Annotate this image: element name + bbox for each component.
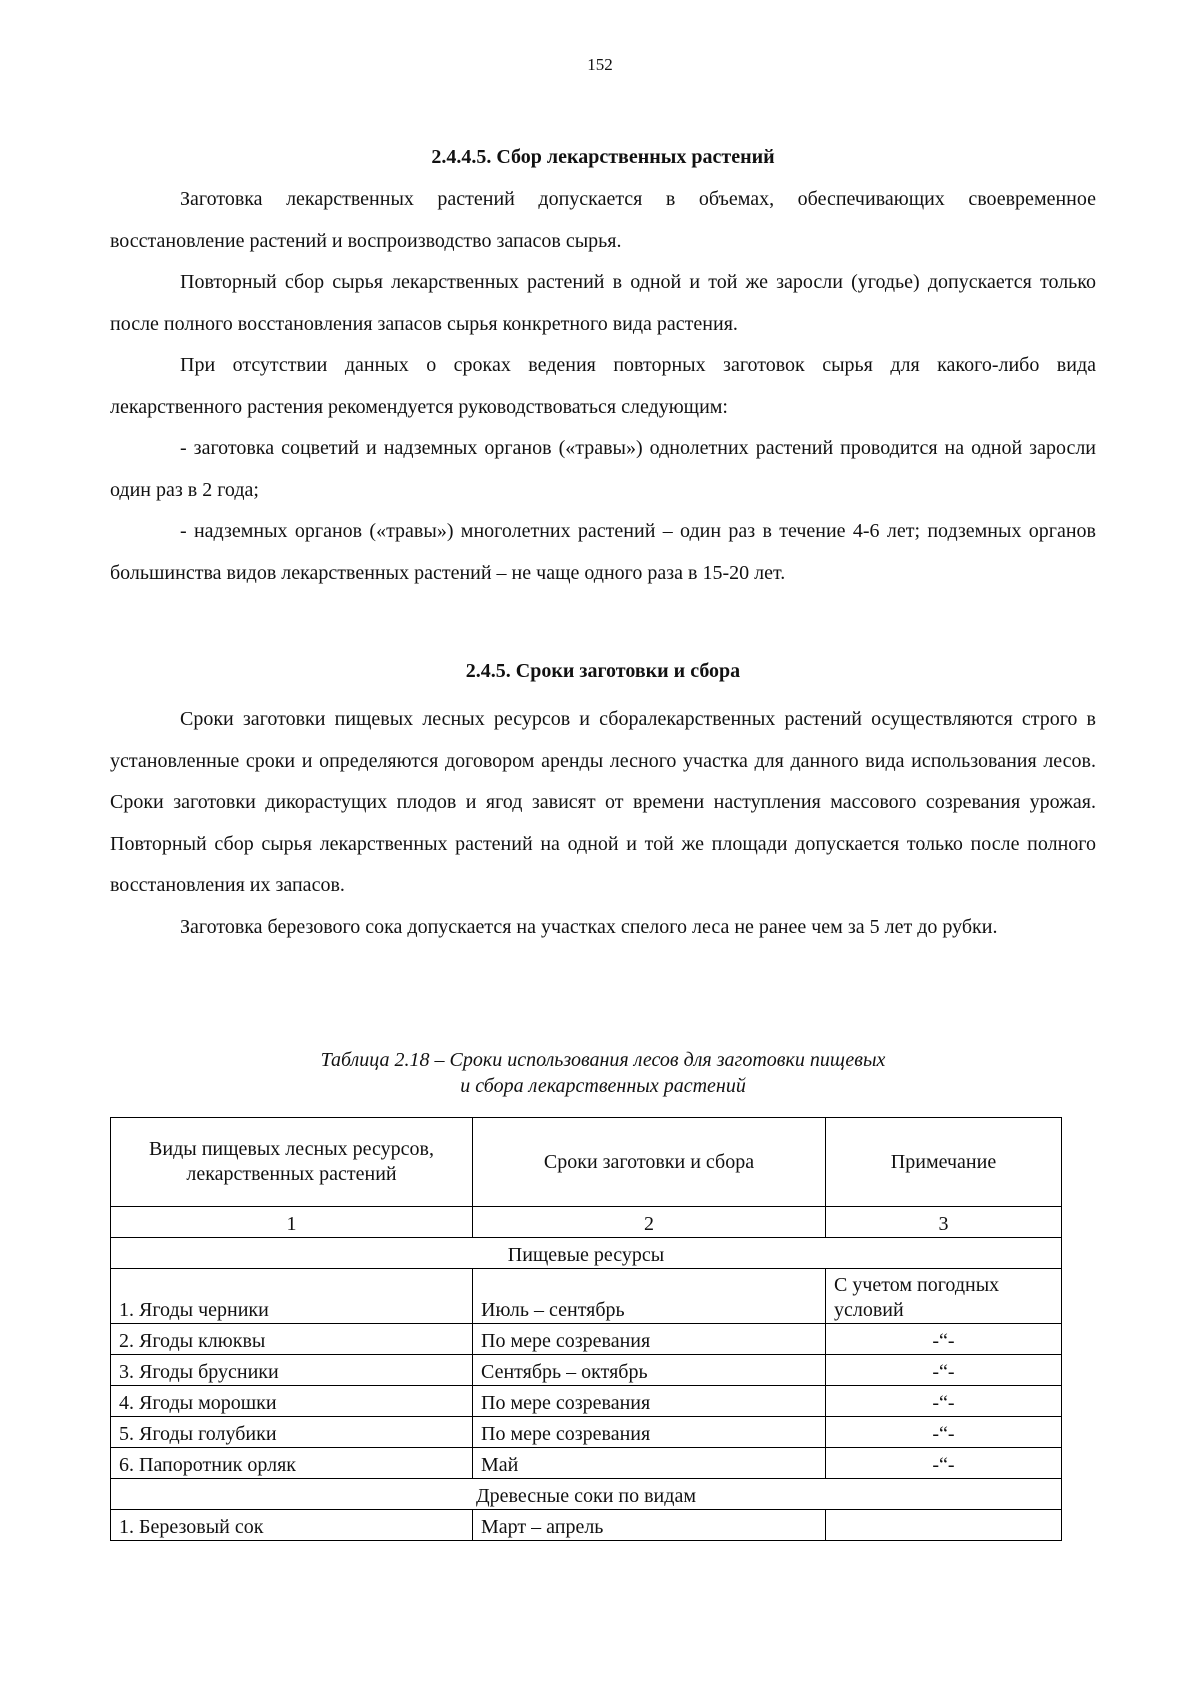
section-heading-collection: 2.4.4.5. Сбор лекарственных растений [431, 146, 775, 168]
table-row [111, 1417, 1062, 1448]
note [826, 1510, 1062, 1541]
note: -“- [826, 1355, 1062, 1386]
paragraph: Сроки заготовки пищевых лесных ресурсов и сборалекарственных растений осуществляются строго в установленные сроки и определяются договором аренды лесного участка для данного вида использования лесов. Сроки заготовки дикорастущих плодов и ягод зависят от времени наступления массового созревания урожая. Повторный сбор сырья лекарственных растений на одной и той же площади допускается только после полного восстановления их запасов. [110, 708, 1096, 896]
resource-name: 3. Ягоды брусники [111, 1355, 473, 1386]
note: -“- [826, 1386, 1062, 1417]
resource-name: 1. Березовый сок [111, 1510, 473, 1541]
table-row [111, 1386, 1062, 1417]
resource-name: 2. Ягоды клюквы [111, 1324, 473, 1355]
note: -“- [826, 1324, 1062, 1355]
paragraph: При отсутствии данных о сроках ведения повторных заготовок сырья для какого-либо вида лекарственного растения рекомендуется руководствоваться следующим: [110, 354, 1096, 418]
paragraph: - заготовка соцветий и надземных органов («травы») однолетних растений проводится на одной заросли один раз в 2 года; [110, 437, 1096, 501]
harvest-period: По мере созревания [473, 1324, 826, 1355]
group-row [111, 1479, 1062, 1510]
harvest-period: По мере созревания [473, 1386, 826, 1417]
harvest-period: Июль – сентябрь [473, 1269, 826, 1324]
section-heading-terms: 2.4.5. Сроки заготовки и сбора [465, 660, 741, 682]
paragraph: Заготовка березового сока допускается на участках спелого леса не ранее чем за 5 лет до рубки. [180, 915, 998, 938]
table-row [111, 1324, 1062, 1355]
harvest-period: По мере созревания [473, 1417, 826, 1448]
table-row [111, 1355, 1062, 1386]
section-1-body [110, 179, 1096, 594]
group-label: Пищевые ресурсы [111, 1238, 1062, 1269]
column-number: 1 [111, 1207, 473, 1238]
resource-name: 4. Ягоды морошки [111, 1386, 473, 1417]
group-label: Древесные соки по видам [111, 1479, 1062, 1510]
harvest-period: Май [473, 1448, 826, 1479]
note: С учетом погодных условий [826, 1269, 1062, 1324]
harvest-period: Март – апрель [473, 1510, 826, 1541]
resource-name: 1. Ягоды черники [111, 1269, 473, 1324]
header-cell: Виды пищевых лесных ресурсов, лекарственных растений [111, 1118, 473, 1207]
header-cell: Примечание [826, 1118, 1062, 1207]
table-caption-line: Таблица 2.18 – Сроки использования лесов для заготовки пищевых [320, 1049, 886, 1071]
table-caption-line: и сбора лекарственных растений [460, 1075, 746, 1097]
note: -“- [826, 1417, 1062, 1448]
paragraph: - надземных органов («травы») многолетних растений – один раз в течение 4-6 лет; подземных органов большинства видов лекарственных растений – не чаще одного раза в 15-20 лет. [110, 520, 1096, 584]
table-row [111, 1510, 1062, 1541]
harvest-period: Сентябрь – октябрь [473, 1355, 826, 1386]
section-2-body [110, 699, 1096, 948]
page-number: 152 [587, 55, 613, 74]
table-caption [110, 1047, 1096, 1099]
table-header-row [111, 1118, 1062, 1207]
header-cell: Сроки заготовки и сбора [473, 1118, 826, 1207]
column-number-row [111, 1207, 1062, 1238]
note: -“- [826, 1448, 1062, 1479]
column-number: 2 [473, 1207, 826, 1238]
harvest-terms-table [110, 1117, 1062, 1541]
table-row [111, 1269, 1062, 1324]
group-row [111, 1238, 1062, 1269]
paragraph: Повторный сбор сырья лекарственных растений в одной и той же заросли (угодье) допускается только после полного восстановления запасов сырья конкретного вида растения. [110, 271, 1096, 335]
resource-name: 5. Ягоды голубики [111, 1417, 473, 1448]
table-row [111, 1448, 1062, 1479]
paragraph: Заготовка лекарственных растений допускается в объемах, обеспечивающих своевременное восстановление растений и воспроизводство запасов сырья. [110, 188, 1096, 252]
column-number: 3 [826, 1207, 1062, 1238]
resource-name: 6. Папоротник орляк [111, 1448, 473, 1479]
